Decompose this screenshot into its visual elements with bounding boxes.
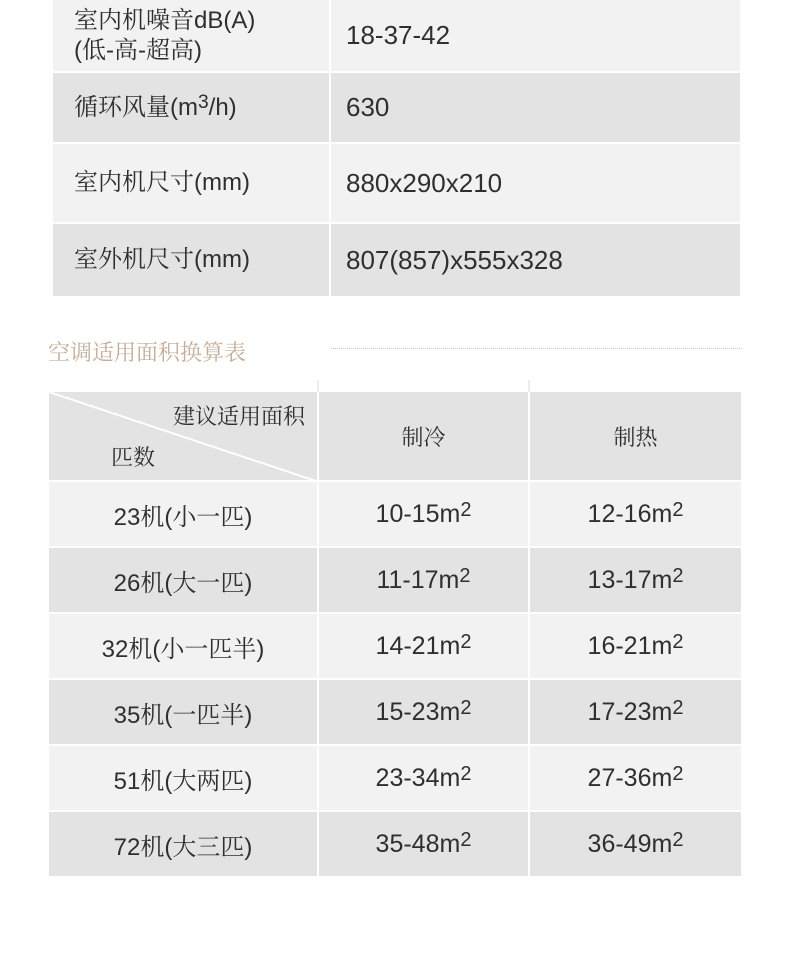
cooling-area-cell: 15-23m $^2$ — [319, 680, 530, 744]
spec-label — [53, 224, 331, 296]
cooling-area-cell: 11-17m $^2$ — [319, 548, 530, 612]
heating-area-cell: 16-21m $^2$ — [587, 631, 684, 660]
table-row — [49, 812, 741, 876]
model-cell: 23机(小一匹) — [49, 482, 319, 546]
heating-area-cell: 36-49m $^2$ — [587, 829, 684, 858]
header-stubs — [49, 380, 741, 392]
area-table-header — [49, 392, 741, 482]
cooling-area-cell: 10-15m $^2$ — [319, 482, 530, 546]
spec-row-outdoor-size — [53, 224, 740, 296]
spec-table — [53, 0, 740, 296]
header-cooling: 制冷 — [319, 392, 530, 480]
header-area-label: 建议适用面积 — [172, 404, 305, 429]
heating-area-cell: 27-36m $^2$ — [587, 763, 684, 792]
heating-area-cell: 12-16m $^2$ — [587, 499, 684, 528]
table-row — [49, 746, 741, 812]
model-cell: 26机(大一匹) — [49, 548, 319, 612]
spec-label-text: 循环风量(m — [74, 93, 198, 121]
model-cell: 51机(大两匹) — [49, 746, 319, 810]
spec-label-text: 室内机尺寸(mm) — [74, 169, 250, 196]
spec-value: 18-37-42 — [346, 20, 451, 50]
spec-label-text: 室外机尺寸(mm) — [74, 246, 250, 273]
header-hp-label: 匹数 — [111, 445, 156, 470]
spec-label-line1: 室内机噪音dB(A) — [74, 6, 256, 34]
spec-value: 807(857)x555x328 — [346, 244, 563, 275]
diagonal-header-cell — [49, 392, 319, 480]
model-cell: 72机(大三匹) — [49, 812, 319, 876]
section-title: 空调适用面积换算表 — [48, 340, 247, 365]
area-table — [49, 380, 741, 876]
heating-area-cell: 17-23m $^2$ — [587, 697, 684, 726]
cooling-area-cell: 23-34m $^2$ — [319, 746, 530, 810]
superscript: 3 — [197, 91, 209, 113]
table-row — [49, 548, 741, 614]
spec-label — [53, 0, 331, 71]
table-row — [49, 680, 741, 746]
cooling-area-cell: 14-21m $^2$ — [319, 614, 530, 678]
header-heating: 制热 — [613, 424, 658, 450]
model-cell: 32机(小一匹半) — [49, 614, 319, 678]
spec-value: 630 — [346, 92, 390, 122]
spec-value: 880x290x210 — [346, 167, 503, 198]
spec-row-airflow — [53, 73, 740, 144]
spec-label — [53, 73, 331, 142]
model-cell: 35机(一匹半) — [49, 680, 319, 744]
table-row — [49, 614, 741, 680]
heating-area-cell: 13-17m $^2$ — [587, 565, 684, 594]
section-divider — [331, 348, 742, 349]
cooling-area-cell: 35-48m $^2$ — [319, 812, 530, 876]
spec-row-noise — [53, 0, 740, 73]
spec-row-indoor-size — [53, 144, 740, 224]
area-table-body — [49, 482, 741, 876]
spec-label-suffix: /h) — [208, 93, 237, 121]
spec-label — [53, 144, 331, 222]
spec-label-line2: (低-高-超高) — [74, 36, 202, 64]
table-row — [49, 482, 741, 548]
